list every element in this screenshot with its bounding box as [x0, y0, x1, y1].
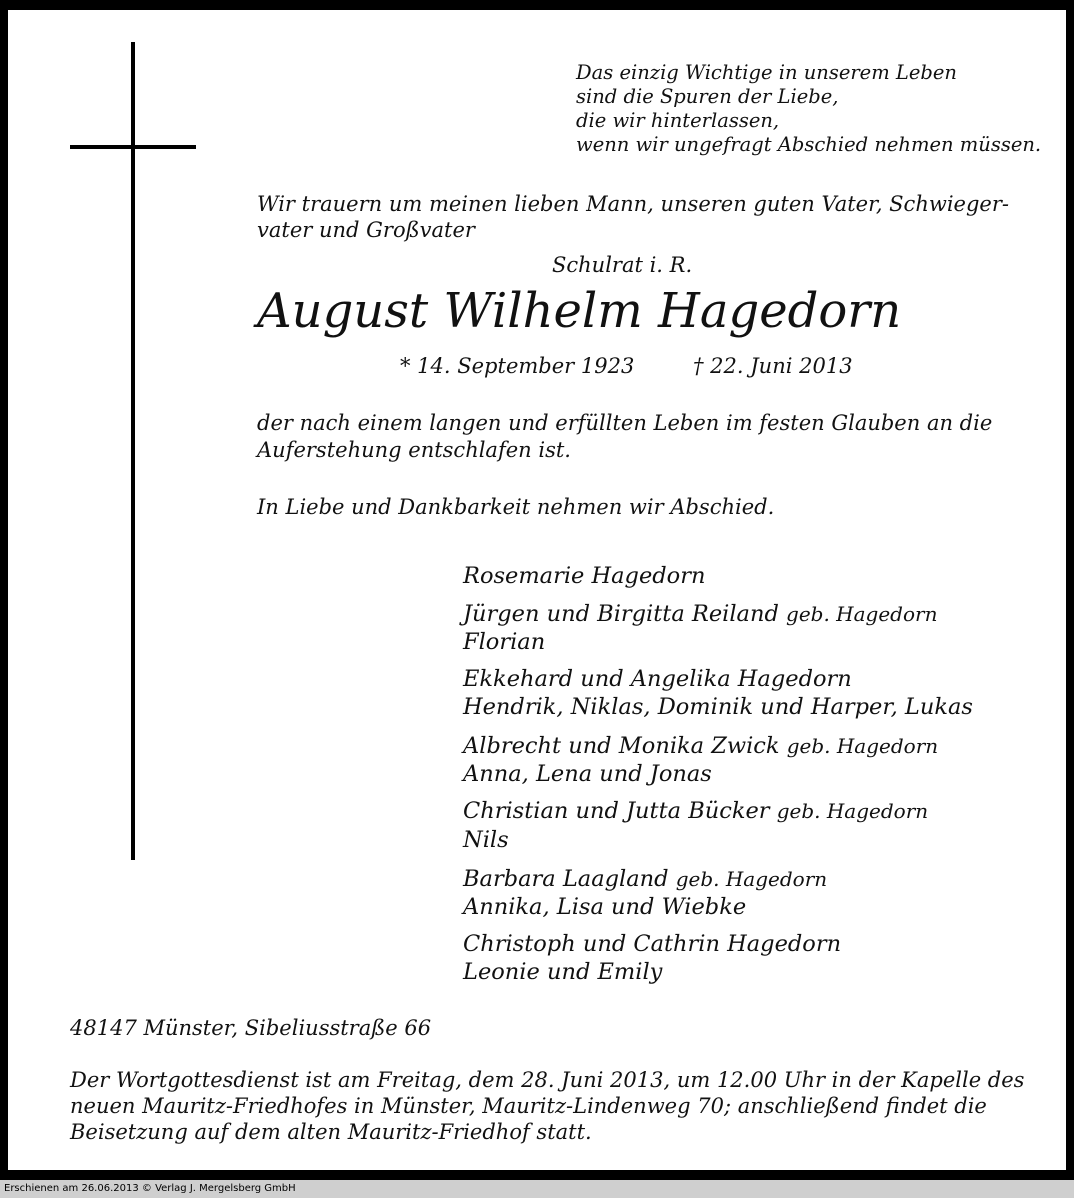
mourner-name: Christian und Jutta Bücker [463, 798, 770, 824]
mourner-name: Rosemarie Hagedorn [463, 563, 706, 589]
mourner-name: Florian [463, 629, 546, 655]
mourner-line [463, 866, 827, 892]
mourner-line [463, 733, 938, 759]
service-line: neuen Mauritz-Friedhofes in Münster, Mauritz-Lindenweg 70; anschließend findet die [70, 1094, 987, 1118]
publication-footer [0, 1180, 1074, 1198]
mourner-name: Leonie und Emily [463, 959, 663, 985]
mourner-line [463, 629, 545, 655]
mourner-line [463, 959, 662, 985]
mourner-name: Albrecht und Monika Zwick [463, 733, 780, 759]
mourner-line [463, 563, 705, 589]
mourner-name: Barbara Laagland [463, 866, 669, 892]
maiden-name: geb. Hagedorn [786, 734, 939, 758]
birth-date: * 14. September 1923 [400, 354, 635, 378]
cross-bar [70, 145, 196, 149]
quote-line: sind die Spuren der Liebe, [576, 85, 839, 108]
mourner-line [463, 601, 937, 627]
mourner-name: Christoph und Cathrin Hagedorn [463, 931, 842, 957]
quote-line: die wir hinterlassen, [576, 109, 780, 132]
body-line: der nach einem langen und erfüllten Leben im festen Glauben an die [257, 411, 993, 435]
deceased-title: Schulrat i. R. [552, 253, 693, 277]
quote-line: wenn wir ungefragt Abschied nehmen müssen. [576, 133, 1042, 156]
maiden-name: geb. Hagedorn [675, 867, 828, 891]
mourner-name: Nils [463, 827, 509, 853]
service-line: Der Wortgottesdienst ist am Freitag, dem 28. Juni 2013, um 12.00 Uhr in der Kapelle des [70, 1068, 1025, 1092]
farewell-line: In Liebe und Dankbarkeit nehmen wir Abschied. [257, 495, 775, 519]
mourner-name: Ekkehard und Angelika Hagedorn [463, 666, 852, 692]
intro-line: Wir trauern um meinen lieben Mann, unseren guten Vater, Schwieger- [257, 192, 1009, 216]
death-date: † 22. Juni 2013 [693, 354, 853, 378]
maiden-name: geb. Hagedorn [786, 602, 938, 626]
service-line: Beisetzung auf dem alten Mauritz-Friedhof statt. [70, 1120, 592, 1144]
mourner-line [463, 694, 973, 720]
mourner-name: Anna, Lena und Jonas [463, 761, 712, 787]
intro-line: vater und Großvater [257, 218, 475, 242]
mourner-line [463, 798, 928, 824]
maiden-name: geb. Hagedorn [776, 799, 929, 823]
mourner-name: Jürgen und Birgitta Reiland [463, 601, 779, 627]
mourner-line [463, 666, 852, 692]
mourner-line [463, 827, 509, 853]
address: 48147 Münster, Sibeliusstraße 66 [70, 1016, 432, 1040]
mourner-line [463, 894, 746, 920]
footer-text: Erschienen am 26.06.2013 © Verlag J. Mergelsberg GmbH [4, 1183, 296, 1194]
deceased-name: August Wilhelm Hagedorn [257, 283, 902, 339]
mourner-name: Hendrik, Niklas, Dominik und Harper, Lukas [463, 694, 973, 720]
mourner-line [463, 761, 712, 787]
cross-icon [131, 42, 135, 860]
mourner-name: Annika, Lisa und Wiebke [463, 894, 747, 920]
mourner-line [463, 931, 841, 957]
body-line: Auferstehung entschlafen ist. [257, 438, 571, 462]
quote-line: Das einzig Wichtige in unserem Leben [576, 61, 957, 84]
